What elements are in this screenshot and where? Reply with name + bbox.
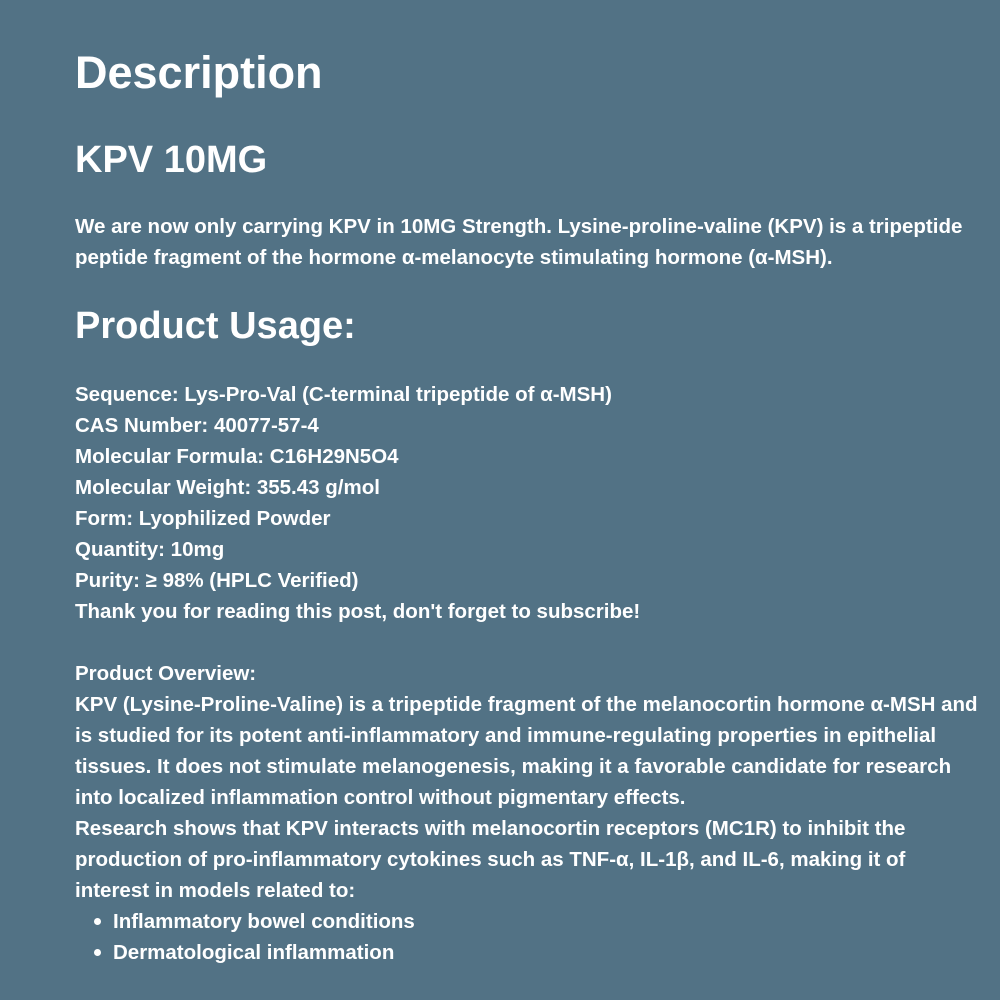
subscribe-note: Thank you for reading this post, don't forget to subscribe! xyxy=(75,600,641,623)
research-models-list xyxy=(75,906,980,968)
usage-heading: Product Usage: xyxy=(75,305,356,347)
overview-title: Product Overview: xyxy=(75,662,257,685)
spec-molecular-weight: Molecular Weight: 355.43 g/mol xyxy=(75,476,380,499)
overview-paragraph-2: Research shows that KPV interacts with melanocortin receptors (MC1R) to inhibit the production of pro-inflammatory cytokines such as TNF-α, IL-1β, and IL-6, making it of interest in models related to: xyxy=(75,817,906,902)
intro-paragraph: We are now only carrying KPV in 10MG Strength. Lysine-proline-valine (KPV) is a tripeptide peptide fragment of the hormone α-melanocyte stimulating hormone (α-MSH). xyxy=(75,215,963,269)
overview-paragraph-1: KPV (Lysine-Proline-Valine) is a tripeptide fragment of the melanocortin hormone α-MSH and is studied for its potent anti-inflammatory and immune-regulating properties in epithelial tissues. It does not stimulate melanogenesis, making it a favorable candidate for research into localized inflammation control without pigmentary effects. xyxy=(75,693,978,809)
spec-form: Form: Lyophilized Powder xyxy=(75,507,331,530)
list-item-text: Inflammatory bowel conditions xyxy=(113,910,415,933)
bullet-dot-icon xyxy=(94,949,101,956)
list-item xyxy=(113,906,980,937)
bullet-dot-icon xyxy=(94,918,101,925)
spec-purity: Purity: ≥ 98% (HPLC Verified) xyxy=(75,569,359,592)
product-title: KPV 10MG xyxy=(75,139,268,181)
page-title: Description xyxy=(75,47,323,98)
list-item-text: Dermatological inflammation xyxy=(113,941,395,964)
spec-list xyxy=(75,379,612,596)
spec-molecular-formula: Molecular Formula: C16H29N5O4 xyxy=(75,445,399,468)
spec-sequence: Sequence: Lys-Pro-Val (C-terminal tripeptide of α-MSH) xyxy=(75,383,612,406)
product-overview xyxy=(75,658,980,968)
spec-cas-number: CAS Number: 40077-57-4 xyxy=(75,414,319,437)
spec-quantity: Quantity: 10mg xyxy=(75,538,225,561)
list-item xyxy=(113,937,980,968)
